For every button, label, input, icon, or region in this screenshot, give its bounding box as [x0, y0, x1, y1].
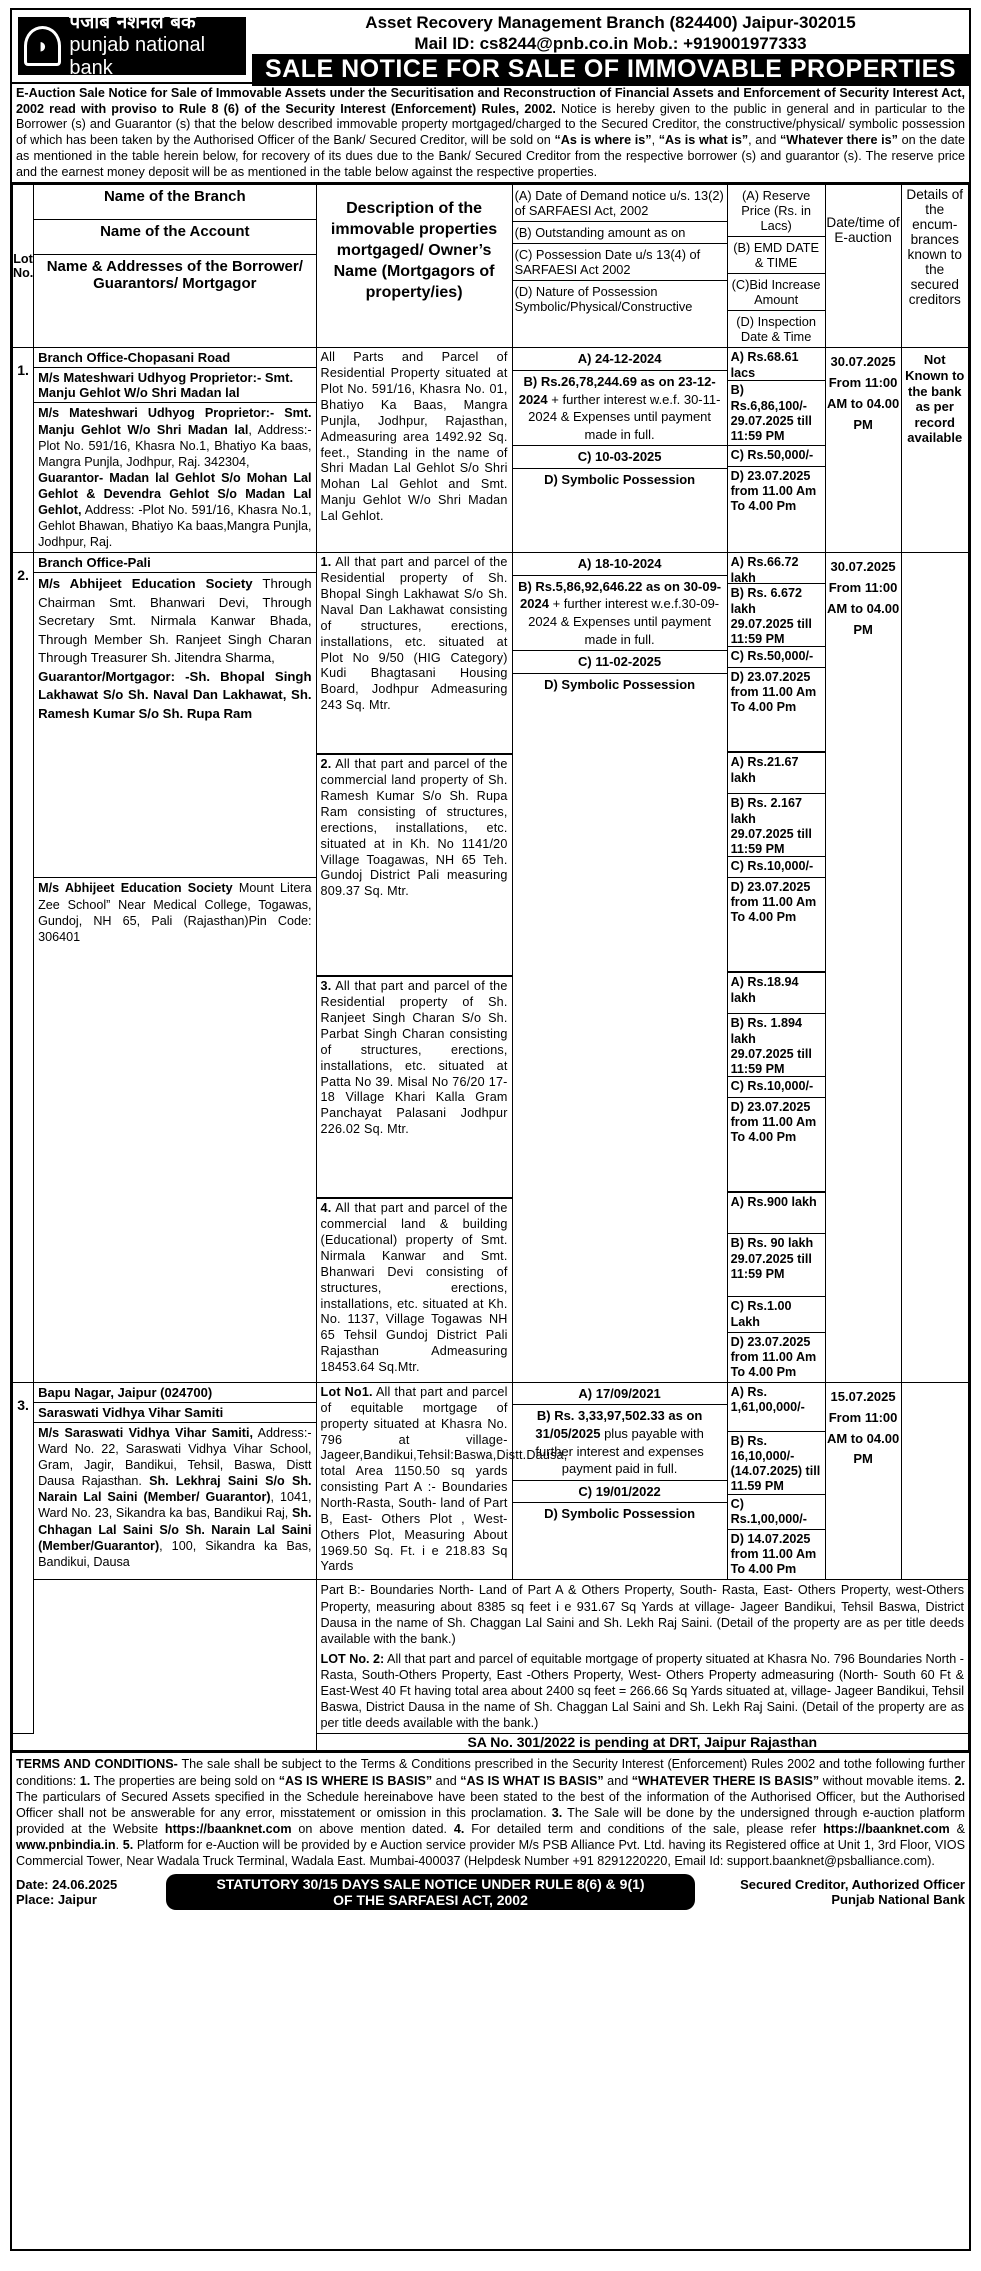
possession-date: C) 10-03-2025	[513, 446, 727, 469]
col-borrower: Name & Addresses of the Borrower/ Guarantors/ Mortgagor	[46, 258, 303, 293]
branch-name: Branch Office-Pali	[34, 553, 315, 573]
table-row	[13, 1382, 969, 1580]
outstanding-amount: B) Rs.5,86,92,646.22 as on 30-09-2024 + further interest w.e.f.30-09-2024 & Expenses until payment made in full.	[513, 576, 727, 651]
possession-date: C) 19/01/2022	[513, 1481, 727, 1504]
borrower-address: M/s Abhijeet Education Society Mount Litera Zee School” Near Medical College, Togawas, Gundoj, NH 65, Pali (Rajasthan)Pin Code: 306401	[38, 881, 312, 944]
auction-date: 30.07.2025 From 11:00 AM to 04.00 PM	[826, 354, 900, 432]
part-b-description: Part B:- Boundaries North- Land of Part A & Others Property, South- Rasta, East- Others Property, west-Others Property, measuring about 8385 sq feet i e 931.67 Sq Yards at village- Jageer Bandikui, Tehsil Baswa, District Dausa in the name of Sh. Chaggan Lal Saini and Sh. Lekh Raj Saini. (Detail of the property are as per title deeds available with the bank.)	[320, 1583, 964, 1646]
property-description: 2. All that part and parcel of the commercial land property of Sh. Ramesh Kumar S/o Sh. Rupa Ram consisting of structures, erections, installations, etc. situated at in Kh. No 1141/20 Village Toagawas, NH 65 Teh. Gundoj District Pali measuring 809.37 Sq. Mtr.	[317, 755, 512, 977]
col-lot: Lot No.	[13, 252, 34, 281]
table-row	[13, 553, 969, 1383]
auction-date: 30.07.2025 From 11:00 AM to 04.00 PM	[826, 559, 900, 637]
col-reserve-b: (B) EMD DATE & TIME	[728, 237, 825, 274]
sale-notice	[10, 8, 971, 2251]
col-demand-b: (B) Outstanding amount as on	[513, 222, 727, 244]
outstanding-amount: B) Rs. 3,33,97,502.33 as on 31/05/2025 plus payable with further interest and expenses payment paid in full.	[513, 1405, 727, 1480]
reserve-price: A) Rs.900 lakh	[728, 1193, 825, 1234]
table-row	[13, 348, 969, 553]
inspection: D) 23.07.2025 from 11.00 Am To 4.00 Pm	[730, 1099, 817, 1144]
demand-notice-date: A) 17/09/2021	[513, 1383, 727, 1406]
reserve-price: A) Rs.21.67 lakh	[728, 753, 825, 794]
branch-name: Bapu Nagar, Jaipur (024700)	[34, 1383, 315, 1403]
col-demand-d: (D) Nature of Possession Symbolic/Physical/Constructive	[514, 284, 693, 315]
emd: B) Rs. 2.167 lakh 29.07.2025 till 11:59 PM	[728, 794, 825, 857]
possession-nature: D) Symbolic Possession	[544, 1506, 696, 1522]
col-date: Date/time of E-auction	[826, 215, 900, 246]
borrower-details: M/s Saraswati Vidhya Vihar Samiti, Address:- Ward No. 22, Saraswati Vidhya Vihar School, Gram, Jagir, Bandikui, Tehsil, Baswa, Distt Dausa Rajasthan. Sh. Lekhraj Saini S/o Sh. Narain Lal Saini (Member/ Guarantor), 1041, Ward No. 23, Sikandra ka bas, Bandikui Raj, Sh. Chhagan Lal Saini S/o Sh. Narain Lal Saini (Member/Guarantor), 100, Sikandra ka Bas, Bandikui, Dausa	[38, 1425, 312, 1569]
baanknet-link[interactable]: https://baanknet.com	[164, 1821, 292, 1836]
logo	[12, 10, 252, 82]
page-title: SALE NOTICE FOR SALE OF IMMOVABLE PROPERTIES	[252, 54, 969, 86]
account-name: Saraswati Vidhya Vihar Samiti	[34, 1403, 315, 1423]
reserve-price: A) Rs.18.94 lakh	[728, 973, 825, 1014]
mail-line: Mail ID: cs8244@pnb.co.in Mob.: +919001977333	[414, 33, 807, 53]
statutory-banner: STATUTORY 30/15 DAYS SALE NOTICE UNDER RULE 8(6) & 9(1) OF THE SARFAESI ACT, 2002	[166, 1874, 695, 1910]
auction-date: 15.07.2025 From 11:00 AM to 04.00 PM	[826, 1388, 900, 1467]
col-demand-a: (A) Date of Demand notice u/s. 13(2) of SARFAESI Act, 2002	[513, 185, 727, 222]
emd: B) Rs.6,86,100/- 29.07.2025 till 11:59 PM	[728, 381, 825, 446]
baanknet-link[interactable]: https://baanknet.com	[823, 1821, 950, 1836]
col-reserve-d: (D) Inspection Date & Time	[736, 314, 816, 345]
col-description: Description of the immovable properties mortgaged/ Owner’s Name (Mortgagors of property/ies)	[330, 200, 498, 301]
officer-signature: Secured Creditor, Authorized Officer	[740, 1876, 965, 1892]
col-reserve-c: (C)Bid Increase Amount	[728, 274, 825, 311]
demand-notice-date: A) 18-10-2024	[513, 553, 727, 576]
col-account: Name of the Account	[34, 220, 315, 255]
emd: B) Rs. 16,10,000/- (14.07.2025) till 11.59 PM	[728, 1432, 825, 1495]
notice-place: Place: Jaipur	[16, 1892, 97, 1908]
pnb-logo-icon: ◗	[24, 26, 61, 66]
intro-body: Notice is hereby given to the public in general and in particular to the Borrower (s) and Guarantor (s) that the below described immovable property mortgaged/charged to the Secured Creditor, the constructive/physical/ symbolic possession of which has been taken by the Authorised Officer of the Bank/ Secured Creditor, will be sold on “As is where is”, “As is what is”, and “Whatever there is” on the date as mentioned in the table herein below, for recovery of its dues due to the Bank/ Secured Creditor from the respective borrower (s) and guarantor (s). The reserve price and the earnest money deposit will be as mentioned in the table below against the respective properties.	[16, 101, 965, 179]
demand-notice-date: A) 24-12-2024	[513, 348, 727, 371]
branch-line: Asset Recovery Management Branch (824400) Jaipur-302015	[365, 13, 856, 32]
table-header-row	[13, 185, 969, 348]
bank-name: Punjab National Bank	[831, 1892, 965, 1908]
terms-and-conditions: TERMS AND CONDITIONS- The sale shall be subject to the Terms & Conditions prescribed in the Security Interest (Enforcement) Rules 2002 and tothe following further conditions: 1. The properties are being sold on “AS IS WHERE IS BASIS” and “AS IS WHAT IS BASIS” and “WHATEVER THERE IS BASIS” without movable items. 2. The particulars of Secured Assets specified in the Schedule hereinabove have been stated to the best of the information of the Authorised Officer, but the Authorised Officer shall not be answerable for any error, misstatement or omission in this proclamation. 3. The Sale will be done by the undersigned through e-auction platform provided at the Website https://baanknet.com on above mention dated. 4. For detailed term and conditions of the sale, please refer https://baanknet.com & www.pnbindia.in. 5. Platform for e-Auction will be provided by e Auction service provider M/s PSB Alliance Pvt. Ltd. having its Registered office at Unit 1, 3rd Floor, VIOS Commercial Tower, Near Wadala Truck Terminal, Wadala East. Mumbai-400037 (Helpdesk Number +91 8291220220, Email Id: support.baanknet@psballiance.com).	[12, 1751, 969, 1872]
branch-name: Branch Office-Chopasani Road	[34, 348, 315, 368]
borrower-details: M/s Abhijeet Education Society Through Chairman Smt. Bhanwari Devi, Through Secretary Smt. Nirmala Kanwar Bhada, Through Member Sh. Ranjeet Singh Charan Through Treasurer Sh. Jitendra Sharma, Guarantor/Mortgagor: -Sh. Bhopal Singh Lakhawat S/o Sh. Naval Dan Lakhawat, Sh. Ramesh Kumar S/o Sh. Rupa Ram	[34, 573, 315, 878]
col-details: Details of the encum-brances known to the secured creditors	[906, 187, 964, 308]
footer	[12, 1872, 969, 1914]
header	[12, 10, 969, 84]
bid-increase: C) Rs.50,000/-	[728, 647, 825, 667]
col-demand-c: (C) Possession Date u/s 13(4) of SARFAESI Act 2002	[513, 244, 727, 281]
bid-increase: C) Rs.50,000/-	[728, 446, 825, 466]
account-name: M/s Mateshwari Udhyog Proprietor:- Smt. Manju Gehlot W/o Shri Madan lal	[34, 368, 315, 403]
bid-increase: C) Rs.10,000/-	[728, 1077, 825, 1097]
reserve-price: A) Rs.68.61 lacs	[728, 348, 825, 381]
bid-increase: C) Rs.10,000/-	[728, 857, 825, 877]
possession-date: C) 11-02-2025	[513, 651, 727, 674]
emd: B) Rs. 6.672 lakh 29.07.2025 till 11:59 PM	[728, 584, 825, 647]
lot-number: 1.	[17, 362, 29, 379]
intro-notice	[12, 84, 969, 184]
property-description: 1. All that part and parcel of the Residential property of Sh. Bhopal Singh Lakhawat S/o Sh. Naval Dan Lakhawat consisting of structures, erections, installations, etc. situated at Plot No 9/50 (HIG Category) Kudi Bhagtasani Housing Board, Jodhpur Admeasuring 243 Sq. Mtr.	[317, 553, 512, 755]
inspection: D) 23.07.2025 from 11.00 Am To 4.00 Pm	[730, 1334, 817, 1379]
property-description: 4. All that part and parcel of the commercial land & building (Educational) property of Smt. Nirmala Kanwar and Smt. Bhanwari Devi consisting of structures, erections, installations, etc. situated at Kh. No. 1137, Village Togawas NH 65 Tehsil Gundoj District Pali Rajasthan Admeasuring 18453.64 Sq.Mtr.	[320, 1201, 508, 1374]
possession-nature: D) Symbolic Possession	[544, 471, 696, 487]
property-description: All Parts and Parcel of Residential Property situated at Plot No. 591/16, Khasra No. 01, Bhatiyo Ka Baas, Mangra Punjla, Jodhpur, Rajasthan, Admeasuring area 1492.92 Sq. feet., Standing in the name of Shri Madan Lal Gehlot S/o Shri Mohan Lal Gehlot and Smt. Manju Gehlot W/o Shri Madan Lal Gehlot.	[320, 350, 508, 523]
inspection: D) 14.07.2025 from 11.00 Am To 4.00 Pm	[730, 1532, 817, 1577]
col-branch: Name of the Branch	[34, 185, 315, 220]
notice-date: Date: 24.06.2025	[16, 1876, 118, 1892]
properties-table	[12, 184, 969, 1751]
emd: B) Rs. 1.894 lakh 29.07.2025 till 11:59 PM	[728, 1014, 825, 1077]
intro-heading: E-Auction Sale Notice for Sale of Immovable Assets under the Securitisation and Reconstruction of Financial Assets and Enforcement of Security Interest Act, 2002 read with proviso to Rule 8 (6) of the Security Interest (Enforcement) Rules, 2002.	[16, 86, 965, 116]
possession-nature: D) Symbolic Possession	[544, 676, 696, 692]
borrower-details: M/s Mateshwari Udhyog Proprietor:- Smt. Manju Gehlot W/o Shri Madan lal, Address:- Plot No. 591/16, Khasra No.1, Bhatiyo Ka baas, Mangra Punjla, Jodhpur, Raj. 342304, Guarantor- Madan lal Gehlot S/o Mohan Lal Gehlot & Devendra Gehlot S/o Madan Lal Gehlot, Address: -Plot No. 591/16, Khasra No.1, Gehlot Bhawan, Bhatiyo Ka baas,Mangra Punjla, Jodhpur, Raj.	[38, 406, 312, 550]
inspection: D) 23.07.2025 from 11.00 Am To 4.00 Pm	[730, 468, 817, 513]
emd: B) Rs. 90 lakh 29.07.2025 till 11:59 PM	[728, 1234, 825, 1297]
outstanding-amount: B) Rs.26,78,244.69 as on 23-12-2024 + further interest w.e.f. 30-11-2024 & Expenses until payment made in full.	[513, 371, 727, 446]
pending-case: SA No. 301/2022 is pending at DRT, Jaipur Rajasthan	[467, 1734, 818, 1751]
inspection: D) 23.07.2025 from 11.00 Am To 4.00 Pm	[730, 879, 817, 924]
property-description: 3. All that part and parcel of the Residential property of Sh. Ranjeet Singh Charan S/o Sh. Parbat Singh Charan consisting of structures, erections, installations, etc. situated at Patta No 39. Misal No 76/20 17-18 Village Khari Kalla Gram Panchayat Palasani Jodhpur 226.02 Sq. Mtr.	[317, 977, 512, 1199]
logo-hindi: पंजाब नैशनल बैंक	[69, 11, 196, 34]
lot-number: 3.	[17, 1396, 29, 1413]
lot-number: 2.	[17, 567, 29, 584]
bid-increase: C) Rs.1,00,000/-	[728, 1495, 825, 1530]
bid-increase: C) Rs.1.00 Lakh	[728, 1297, 825, 1332]
reserve-price: A) Rs. 1,61,00,000/-	[728, 1383, 825, 1432]
logo-english: punjab national bank	[69, 33, 206, 79]
property-description: Lot No1. All that part and parcel of equitable mortgage of property situated at Khasra No. 796 at village-Jageer,Bandikui,Tehsil:Baswa,Distt.Dausa, total Area 1150.50 sq yards consisting Part A :- Boundaries North-Rasta, South- land of Part B, East- Others Plot , West-Others Plot, Measuring About 1969.50 Sq. Ft. i e 218.83 Sq Yards	[320, 1384, 568, 1574]
col-reserve-a: (A) Reserve Price (Rs. in Lacs)	[728, 185, 825, 237]
pnbindia-link[interactable]: www.pnbindia.in	[16, 1838, 116, 1853]
lot-2-description: LOT No. 2: All that part and parcel of equitable mortgage of property situated at Khasra No. 796 Boundaries North -Rasta, South-Others Property, East -Others Property, West- Others Property admeasuring (North- South 60 Ft & East-West 40 Ft having total area about 2400 sq feet = 266.66 Sq Yards situated at, village- Jageer Bandikui, Tehsil Baswa, District Dausa in the name of Sh. Chaggan Lal Saini and Sh. Lekh Raj Saini. (Detail of the property are as per title deeds available with the bank.)	[320, 1651, 964, 1731]
encumbrances: Not Known to the bank as per record available	[905, 352, 965, 446]
reserve-price: A) Rs.66.72 lakh	[728, 553, 825, 584]
inspection: D) 23.07.2025 from 11.00 Am To 4.00 Pm	[730, 669, 817, 714]
